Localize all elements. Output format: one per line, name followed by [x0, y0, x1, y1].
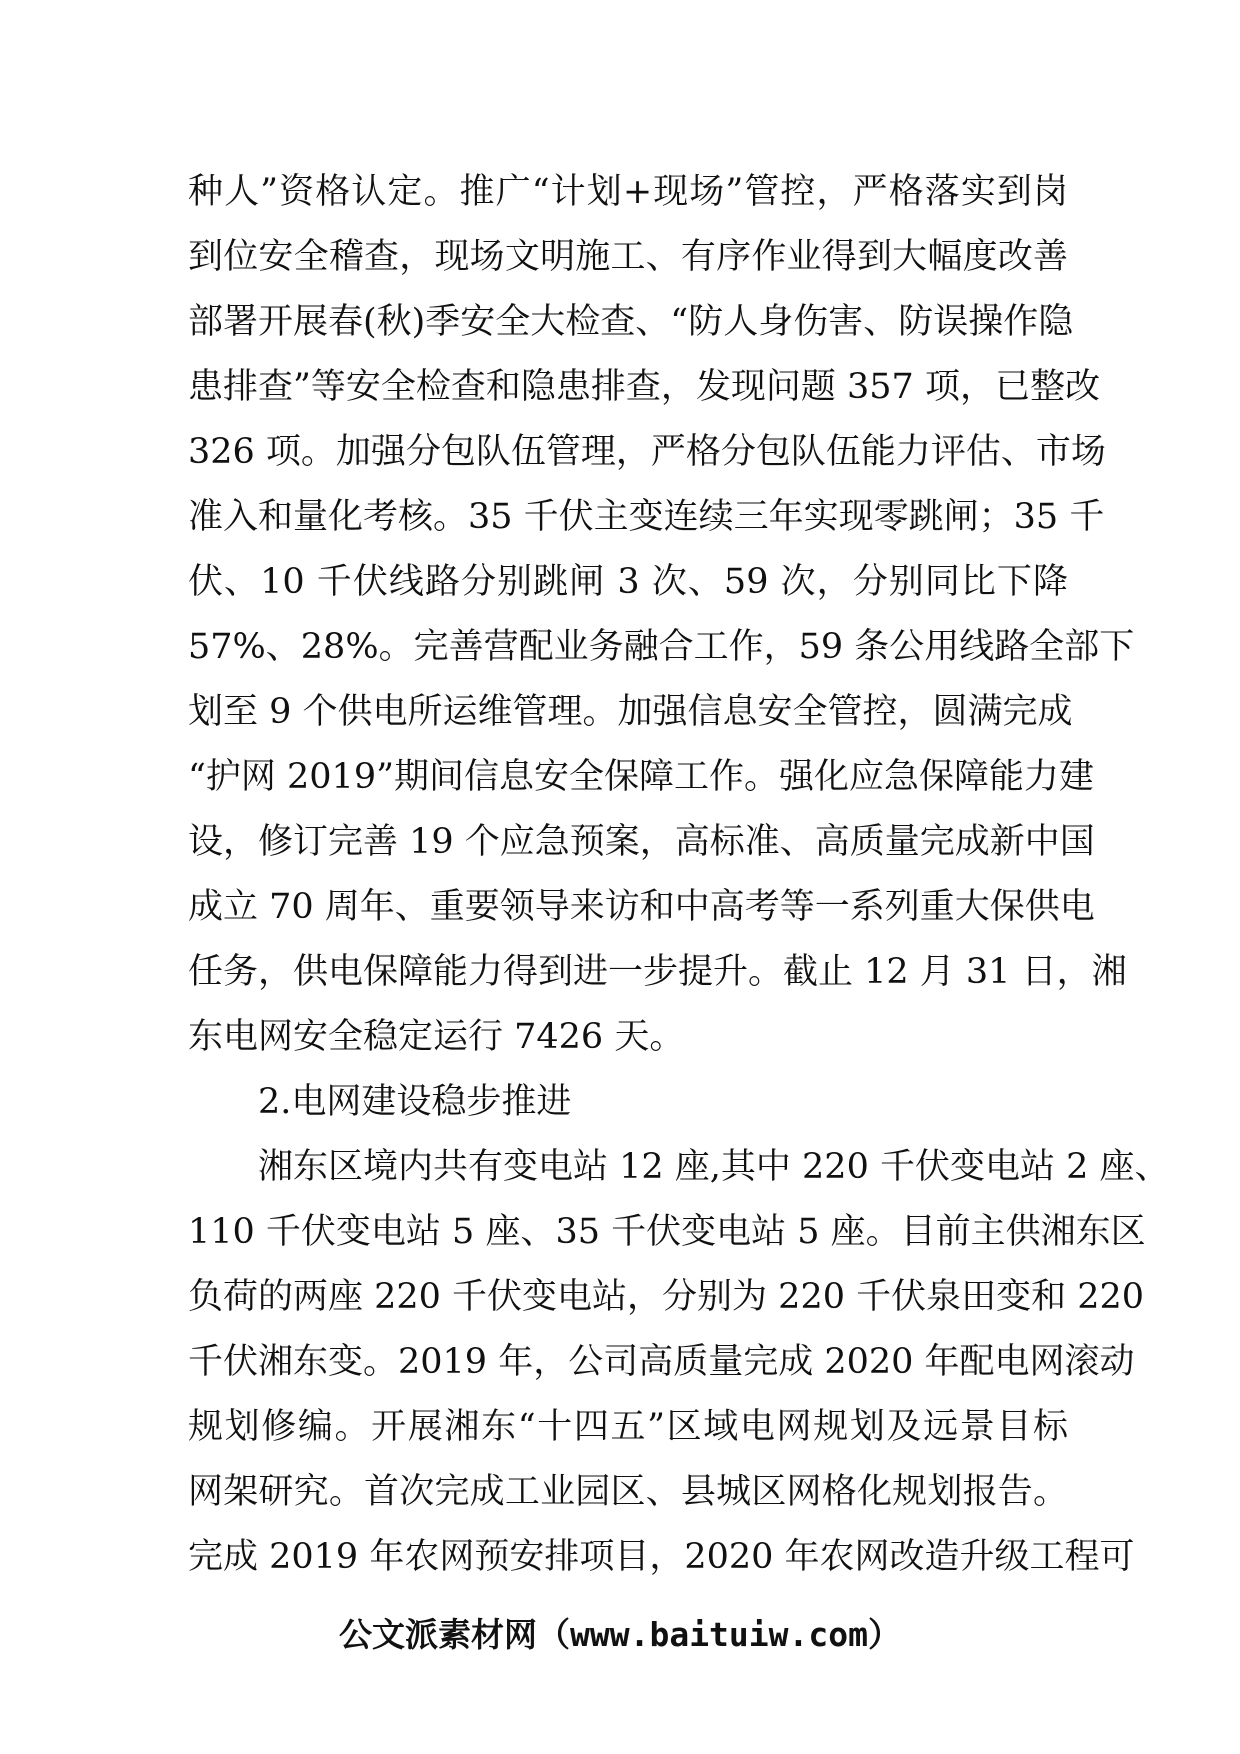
text-line: 负荷的两座 220 千伏变电站，分别为 220 千伏泉田变和 220 [188, 1277, 1145, 1317]
text-line: “护网 2019”期间信息安全保障工作。强化应急保障能力建 [188, 757, 1094, 797]
text-line: 网架研究。首次完成工业园区、县城区网格化规划报告。 [188, 1472, 1068, 1512]
text-line: 千伏湘东变。2019 年，公司高质量完成 2020 年配电网滚动 [188, 1342, 1135, 1382]
text-line: 伏、10 千伏线路分别跳闸 3 次、59 次，分别同比下降 [188, 562, 1068, 602]
footer-site: （www.baituiw.com） [536, 1615, 901, 1654]
text-line: 完成 2019 年农网预安排项目，2020 年农网改造升级工程可 [188, 1537, 1135, 1577]
text-line: 到位安全稽查，现场文明施工、有序作业得到大幅度改善 [188, 237, 1068, 277]
text-line: 57%、28%。完善营配业务融合工作，59 条公用线路全部下 [188, 627, 1135, 667]
text-line: 种人”资格认定。推广“计划+现场”管控，严格落实到岗 [188, 172, 1068, 212]
text-line: 326 项。加强分包队伍管理，严格分包队伍能力评估、市场 [188, 432, 1106, 472]
text-line: 患排查”等安全检查和隐患排查，发现问题 357 项，已整改 [188, 367, 1100, 407]
text-line: 部署开展春(秋)季安全大检查、“防人身伤害、防误操作隐 [188, 302, 1074, 342]
text-line: 划至 9 个供电所运维管理。加强信息安全管控，圆满完成 [188, 692, 1073, 732]
footer-label: 公文派素材网 [338, 1615, 537, 1654]
body-text [188, 160, 1170, 1590]
text-line: 东电网安全稳定运行 7426 天。 [188, 1017, 685, 1057]
page-footer [0, 1610, 1240, 1660]
text-line: 规划修编。开展湘东“十四五”区域电网规划及远景目标 [188, 1407, 1068, 1447]
section-heading: 2.电网建设稳步推进 [258, 1082, 572, 1122]
text-line: 湘东区境内共有变电站 12 座,其中 220 千伏变电站 2 座、 [258, 1147, 1170, 1187]
text-line: 任务，供电保障能力得到进一步提升。截止 12 月 31 日，湘 [188, 952, 1127, 992]
text-line: 设，修订完善 19 个应急预案，高标准、高质量完成新中国 [188, 822, 1095, 862]
text-line: 110 千伏变电站 5 座、35 千伏变电站 5 座。目前主供湘东区 [188, 1212, 1146, 1252]
text-line: 准入和量化考核。35 千伏主变连续三年实现零跳闸；35 千 [188, 497, 1105, 537]
text-line: 成立 70 周年、重要领导来访和中高考等一系列重大保供电 [188, 887, 1095, 927]
